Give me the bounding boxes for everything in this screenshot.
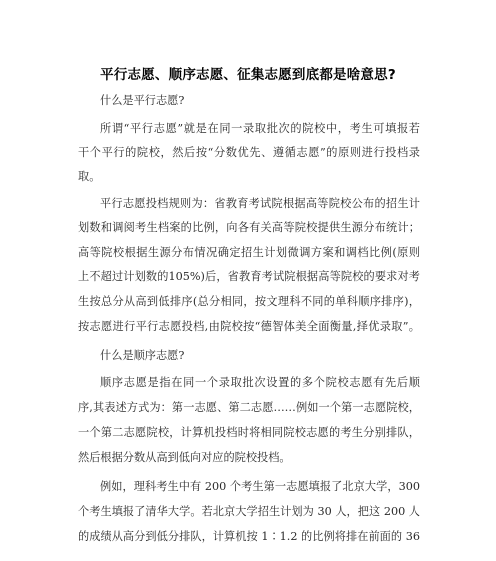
- paragraph-line: 生按总分从高到低排序(总分相同，按文理科不同的单科顺序排序)，: [78, 295, 420, 308]
- question-heading-parallel: 什么是平行志愿?: [100, 94, 185, 107]
- paragraph-line: 的成绩从高分到低分排队，计算机按 1∶1.2 的比例将排在前面的 36: [78, 530, 420, 543]
- paragraph-line: 顺序志愿是指在同一个录取批次设置的多个院校志愿有先后顺: [100, 376, 420, 389]
- document-title: 平行志愿、顺序志愿、征集志愿到底都是啥意思?: [100, 67, 396, 83]
- paragraph-line: 所谓“平行志愿”就是在同一录取批次的院校中，考生可填报若: [100, 122, 420, 135]
- paragraph-line: 按志愿进行平行志愿投档,由院校按“德智体美全面衡量,择优录取”。: [78, 320, 420, 333]
- paragraph-line: 划数和调阅考生档案的比例，向各有关高等院校提供生源分布统计；: [78, 221, 420, 234]
- paragraph-line: 然后根据分数从高到低向对应的院校投档。: [78, 451, 291, 464]
- paragraph-line: 干个平行的院校，然后按“分数优先、遵循志愿”的原则进行投档录: [78, 146, 420, 159]
- paragraph-line: 上不超过计划数的105%)后，省教育考试院根据高等院校的要求对考: [78, 270, 420, 283]
- paragraph-line: 例如，理科考生中有 200 个考生第一志愿填报了北京大学，300: [100, 480, 420, 493]
- paragraph-line: 序,其表述方式为：第一志愿、第二志愿……例如一个第一志愿院校，: [78, 401, 420, 414]
- paragraph-line: 高等院校根据生源分布情况确定招生计划微调方案和调档比例(原则: [78, 246, 420, 259]
- paragraph-line: 取。: [78, 170, 101, 183]
- question-heading-sequential: 什么是顺序志愿?: [100, 349, 185, 362]
- paragraph-line: 个考生填报了清华大学。若北京大学招生计划为 30 人，把这 200 人: [78, 505, 420, 518]
- paragraph-line: 一个第二志愿院校，计算机投档时将相同院校志愿的考生分别排队，: [78, 426, 420, 439]
- paragraph-line: 平行志愿投档规则为：省教育考试院根据高等院校公布的招生计: [100, 197, 420, 210]
